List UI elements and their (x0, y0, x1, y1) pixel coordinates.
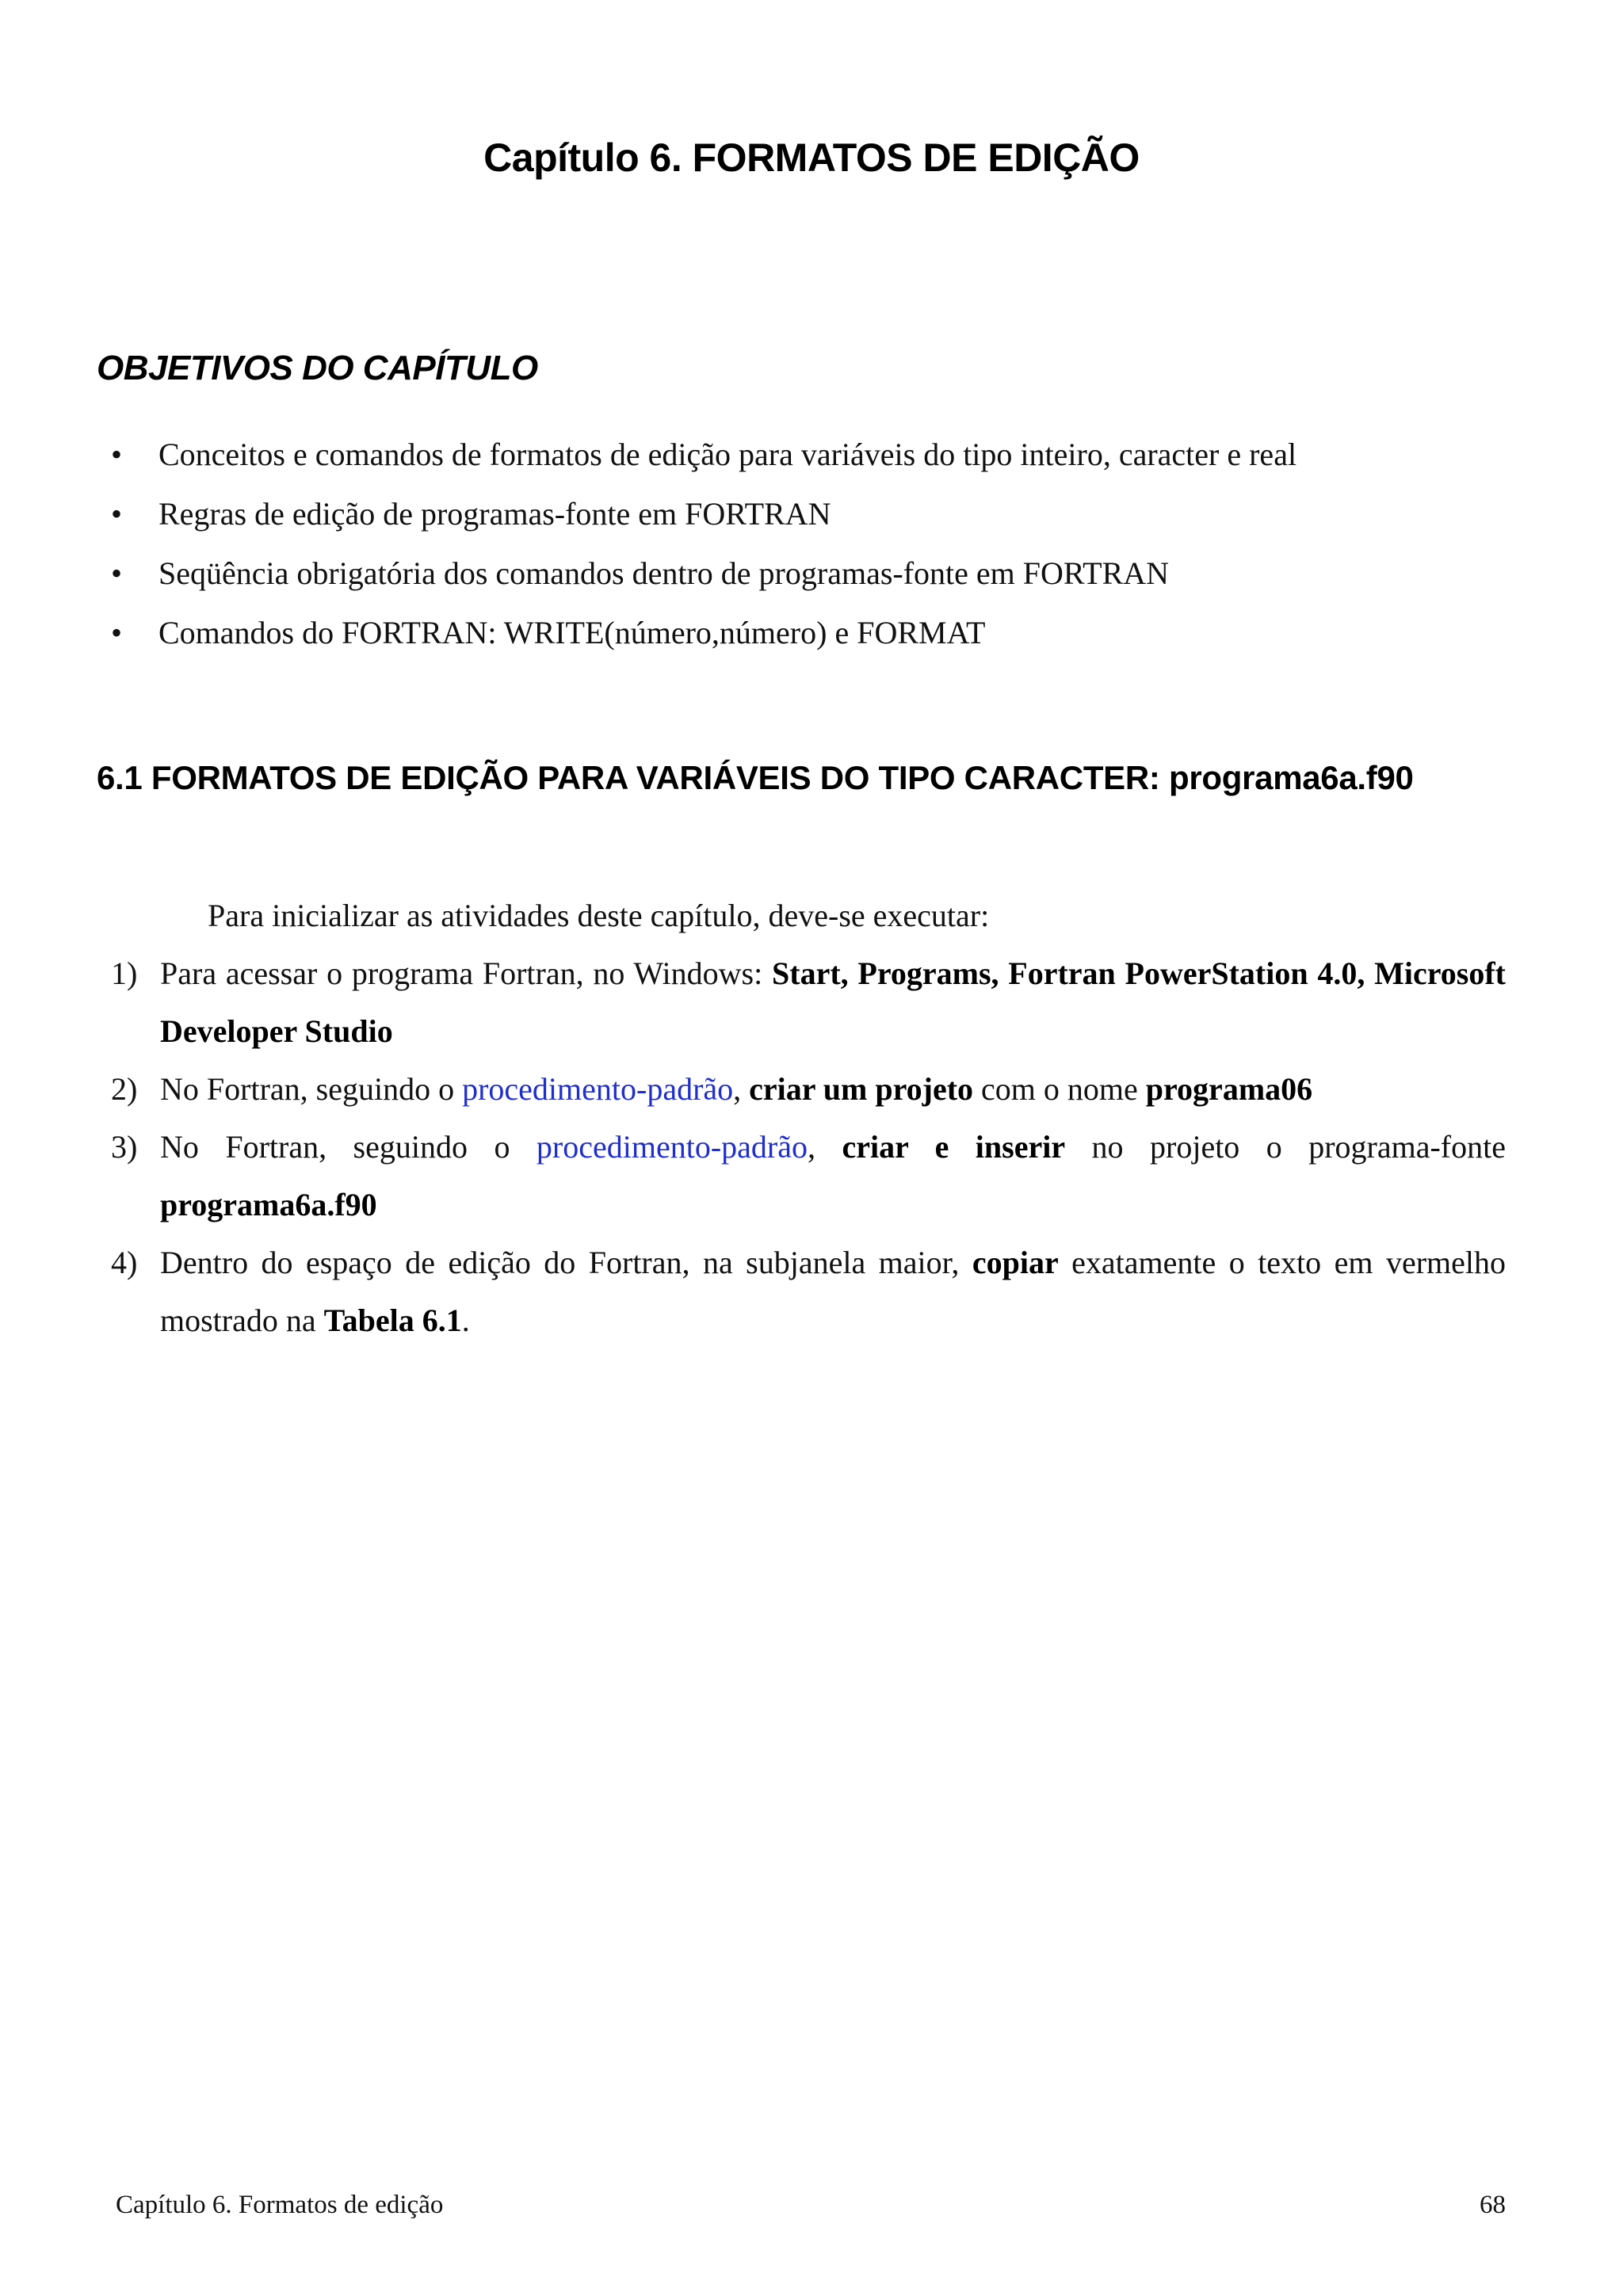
objective-text: Comandos do FORTRAN: WRITE(número,número) e FORMAT (158, 615, 986, 650)
procedure-link[interactable]: procedimento-padrão (462, 1071, 734, 1107)
step-3 (111, 1118, 1506, 1234)
objective-text: Seqüência obrigatória dos comandos dentro de programas-fonte em FORTRAN (158, 555, 1170, 591)
bullet-icon: • (111, 496, 123, 532)
list-item (0, 425, 1296, 484)
step-2 (111, 1060, 1506, 1118)
step-text: no projeto o programa-fonte (1065, 1129, 1506, 1165)
footer-chapter-label: Capítulo 6. Formatos de edição (116, 2191, 444, 2219)
step-bold-action: copiar (972, 1245, 1059, 1280)
step-text: Dentro do espaço de edição do Fortran, na subjanela maior, (160, 1245, 972, 1280)
list-item (0, 484, 1296, 543)
step-bold-name: programa6a.f90 (160, 1187, 377, 1222)
step-number: 4) (111, 1245, 138, 1280)
step-bold-path: Start, Programs, Fortran PowerStation 4.0, Microsoft Developer Studio (160, 955, 1506, 1049)
step-bold-reference: Tabela 6.1 (323, 1302, 462, 1338)
step-number: 3) (111, 1129, 138, 1165)
objective-text: Regras de edição de programas-fonte em FORTRAN (158, 496, 831, 532)
objectives-heading: OBJETIVOS DO CAPÍTULO (97, 349, 538, 387)
step-text: , (808, 1129, 842, 1165)
bullet-icon: • (111, 615, 123, 650)
step-bold-action: criar e inserir (842, 1129, 1066, 1165)
bullet-icon: • (111, 555, 123, 591)
step-text: exatamente o texto em vermelho mostrado na (160, 1245, 1507, 1338)
chapter-title: Capítulo 6. FORMATOS DE EDIÇÃO (483, 135, 1140, 180)
footer-page-number: 68 (1480, 2191, 1506, 2219)
objectives-list (0, 425, 1296, 662)
section-heading: 6.1 FORMATOS DE EDIÇÃO PARA VARIÁVEIS DO TIPO CARACTER: programa6a.f90 (97, 759, 1414, 796)
list-item (0, 603, 1296, 662)
step-1 (111, 944, 1506, 1060)
step-bold-name: programa06 (1145, 1071, 1313, 1107)
list-item (0, 543, 1296, 603)
step-number: 1) (111, 955, 138, 991)
step-text: Para acessar o programa Fortran, no Windows: (160, 955, 772, 991)
step-number: 2) (111, 1071, 138, 1107)
bullet-icon: • (111, 437, 123, 472)
steps-list (111, 944, 1506, 1349)
step-text: No Fortran, seguindo o (160, 1129, 537, 1165)
objective-text: Conceitos e comandos de formatos de edição para variáveis do tipo inteiro, caracter e real (158, 437, 1297, 472)
intro-paragraph: Para inicializar as atividades deste capítulo, deve-se executar: (208, 898, 990, 933)
step-text: com o nome (973, 1071, 1146, 1107)
step-text: . (461, 1302, 470, 1338)
step-text: No Fortran, seguindo o (160, 1071, 463, 1107)
step-bold-action: criar um projeto (749, 1071, 974, 1107)
procedure-link[interactable]: procedimento-padrão (536, 1129, 808, 1165)
step-4 (111, 1234, 1506, 1349)
step-text: , (733, 1071, 750, 1107)
